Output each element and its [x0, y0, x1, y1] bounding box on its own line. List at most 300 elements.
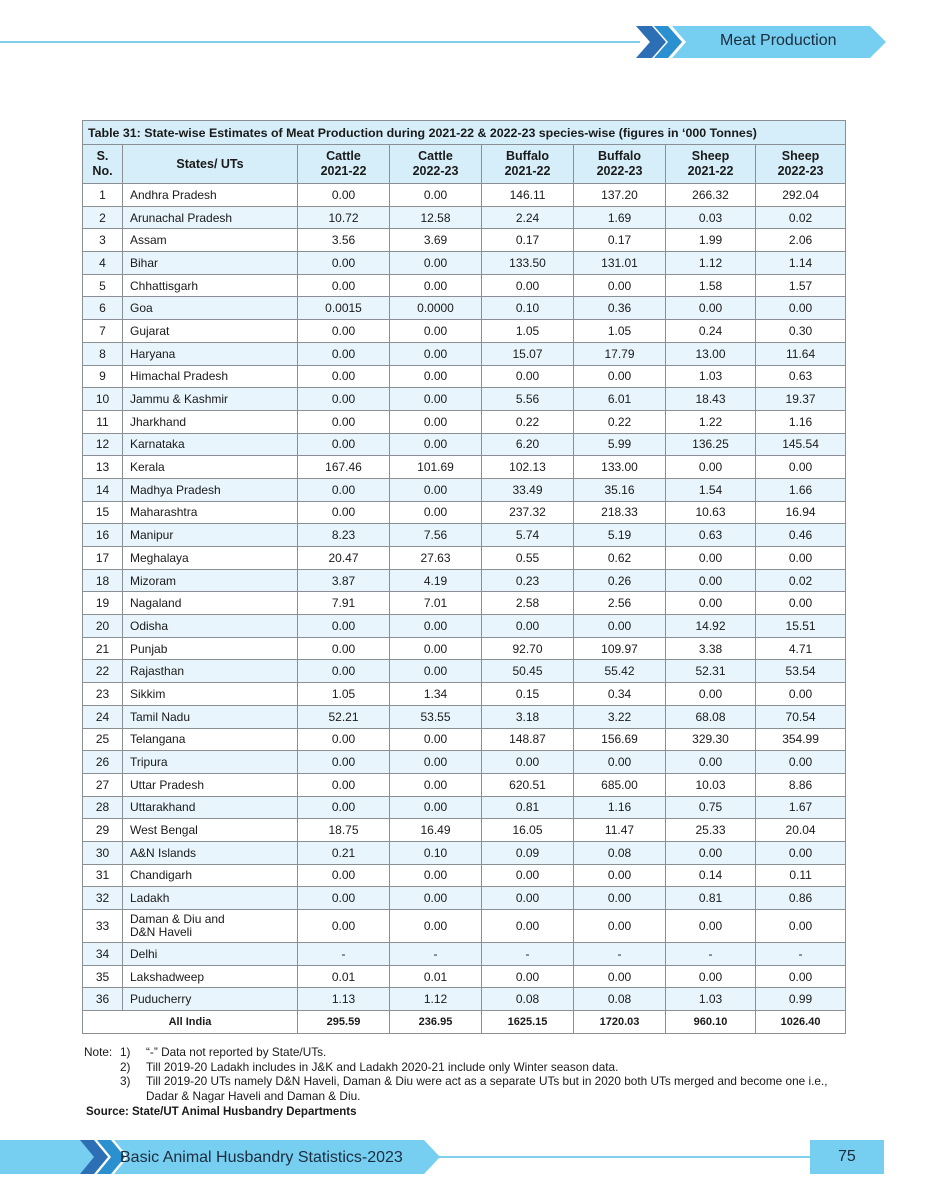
- value-cell: -: [482, 943, 574, 966]
- value-cell: 53.54: [756, 660, 846, 683]
- value-cell: 0.00: [298, 773, 390, 796]
- state-cell: Tamil Nadu: [123, 705, 298, 728]
- column-header: States/ UTs: [123, 145, 298, 184]
- value-cell: 10.63: [666, 501, 756, 524]
- value-cell: 102.13: [482, 456, 574, 479]
- value-cell: 6.20: [482, 433, 574, 456]
- serial-cell: 11: [83, 410, 123, 433]
- value-cell: 16.94: [756, 501, 846, 524]
- value-cell: 0.00: [756, 683, 846, 706]
- notes: [84, 1045, 836, 1103]
- value-cell: 20.47: [298, 547, 390, 570]
- note-number: 1): [120, 1045, 131, 1059]
- value-cell: 0.00: [666, 751, 756, 774]
- total-value-cell: 1720.03: [574, 1011, 666, 1034]
- total-value-cell: 236.95: [390, 1011, 482, 1034]
- table-row: [83, 864, 846, 887]
- serial-cell: 24: [83, 705, 123, 728]
- value-cell: 0.00: [298, 887, 390, 910]
- table-row: [83, 943, 846, 966]
- value-cell: 16.49: [390, 819, 482, 842]
- serial-cell: 30: [83, 841, 123, 864]
- value-cell: 33.49: [482, 478, 574, 501]
- serial-cell: 21: [83, 637, 123, 660]
- serial-cell: 4: [83, 252, 123, 275]
- table-row: [83, 433, 846, 456]
- value-cell: 14.92: [666, 615, 756, 638]
- value-cell: 5.19: [574, 524, 666, 547]
- table-caption: Table 31: State-wise Estimates of Meat Production during 2021-22 & 2022-23 species-wise (figures in ‘000 Tonnes): [83, 121, 846, 145]
- value-cell: 1.22: [666, 410, 756, 433]
- state-cell: Odisha: [123, 615, 298, 638]
- value-cell: 0.00: [666, 965, 756, 988]
- value-cell: 0.0015: [298, 297, 390, 320]
- value-cell: 167.46: [298, 456, 390, 479]
- state-cell: Jammu & Kashmir: [123, 388, 298, 411]
- value-cell: 0.00: [298, 320, 390, 343]
- state-cell: Ladakh: [123, 887, 298, 910]
- state-cell: Maharashtra: [123, 501, 298, 524]
- serial-cell: 1: [83, 184, 123, 207]
- value-cell: 0.36: [574, 297, 666, 320]
- serial-cell: 2: [83, 206, 123, 229]
- serial-cell: 33: [83, 910, 123, 943]
- table-row: [83, 365, 846, 388]
- value-cell: 0.10: [390, 841, 482, 864]
- value-cell: 7.01: [390, 592, 482, 615]
- value-cell: 16.05: [482, 819, 574, 842]
- value-cell: 218.33: [574, 501, 666, 524]
- value-cell: 10.03: [666, 773, 756, 796]
- table-row: [83, 637, 846, 660]
- value-cell: 0.30: [756, 320, 846, 343]
- total-value-cell: 1026.40: [756, 1011, 846, 1034]
- value-cell: 5.56: [482, 388, 574, 411]
- footer-title: Basic Animal Husbandry Statistics-2023: [120, 1149, 403, 1166]
- value-cell: 0.01: [298, 965, 390, 988]
- value-cell: 18.75: [298, 819, 390, 842]
- table-row: [83, 569, 846, 592]
- serial-cell: 23: [83, 683, 123, 706]
- value-cell: 1.03: [666, 365, 756, 388]
- value-cell: 3.56: [298, 229, 390, 252]
- value-cell: 50.45: [482, 660, 574, 683]
- table-body: [83, 184, 846, 1034]
- state-cell: Haryana: [123, 342, 298, 365]
- value-cell: 0.00: [298, 478, 390, 501]
- table-row: [83, 841, 846, 864]
- meat-production-table: [82, 120, 845, 1034]
- value-cell: 0.00: [756, 456, 846, 479]
- value-cell: 0.00: [666, 910, 756, 943]
- value-cell: 0.00: [574, 751, 666, 774]
- value-cell: 0.00: [390, 773, 482, 796]
- value-cell: 133.00: [574, 456, 666, 479]
- total-value-cell: 1625.15: [482, 1011, 574, 1034]
- table-row: [83, 751, 846, 774]
- column-header: Sheep 2022-23: [756, 145, 846, 184]
- state-cell: Bihar: [123, 252, 298, 275]
- column-header: Sheep 2021-22: [666, 145, 756, 184]
- table-row: [83, 773, 846, 796]
- value-cell: 0.00: [390, 320, 482, 343]
- value-cell: 0.00: [574, 615, 666, 638]
- value-cell: 1.66: [756, 478, 846, 501]
- state-cell: Chandigarh: [123, 864, 298, 887]
- value-cell: 1.05: [482, 320, 574, 343]
- state-cell: Puducherry: [123, 988, 298, 1011]
- serial-cell: 31: [83, 864, 123, 887]
- value-cell: 0.22: [482, 410, 574, 433]
- table-row: [83, 887, 846, 910]
- serial-cell: 3: [83, 229, 123, 252]
- table-row: [83, 388, 846, 411]
- value-cell: 0.00: [298, 433, 390, 456]
- value-cell: 1.99: [666, 229, 756, 252]
- value-cell: 0.08: [574, 841, 666, 864]
- value-cell: 0.26: [574, 569, 666, 592]
- value-cell: 0.08: [482, 988, 574, 1011]
- value-cell: -: [666, 943, 756, 966]
- value-cell: 11.64: [756, 342, 846, 365]
- value-cell: 0.00: [298, 864, 390, 887]
- value-cell: 1.12: [390, 988, 482, 1011]
- value-cell: 0.02: [756, 206, 846, 229]
- value-cell: 55.42: [574, 660, 666, 683]
- value-cell: 0.00: [482, 965, 574, 988]
- table-row: [83, 547, 846, 570]
- table-row: [83, 683, 846, 706]
- value-cell: 0.00: [390, 365, 482, 388]
- value-cell: 354.99: [756, 728, 846, 751]
- state-cell: Goa: [123, 297, 298, 320]
- state-cell: Daman & Diu and D&N Haveli: [123, 910, 298, 943]
- table-row: [83, 342, 846, 365]
- note-text: “-” Data not reported by State/UTs.: [146, 1045, 327, 1059]
- value-cell: 0.81: [482, 796, 574, 819]
- serial-cell: 18: [83, 569, 123, 592]
- table-row: [83, 297, 846, 320]
- value-cell: 0.00: [390, 751, 482, 774]
- value-cell: 0.00: [390, 637, 482, 660]
- value-cell: 620.51: [482, 773, 574, 796]
- value-cell: 0.00: [298, 660, 390, 683]
- value-cell: 0.00: [390, 410, 482, 433]
- value-cell: 1.34: [390, 683, 482, 706]
- value-cell: 266.32: [666, 184, 756, 207]
- value-cell: 0.63: [756, 365, 846, 388]
- value-cell: 0.00: [390, 728, 482, 751]
- serial-cell: 8: [83, 342, 123, 365]
- value-cell: 0.00: [574, 965, 666, 988]
- value-cell: 0.00: [390, 501, 482, 524]
- value-cell: 0.09: [482, 841, 574, 864]
- state-cell: Manipur: [123, 524, 298, 547]
- value-cell: 3.22: [574, 705, 666, 728]
- serial-cell: 10: [83, 388, 123, 411]
- state-cell: Andhra Pradesh: [123, 184, 298, 207]
- value-cell: 0.23: [482, 569, 574, 592]
- state-cell: Gujarat: [123, 320, 298, 343]
- value-cell: 7.56: [390, 524, 482, 547]
- value-cell: 0.00: [666, 456, 756, 479]
- value-cell: 0.62: [574, 547, 666, 570]
- serial-cell: 22: [83, 660, 123, 683]
- total-value-cell: 960.10: [666, 1011, 756, 1034]
- state-cell: Meghalaya: [123, 547, 298, 570]
- value-cell: 8.23: [298, 524, 390, 547]
- value-cell: 3.87: [298, 569, 390, 592]
- value-cell: 0.00: [756, 297, 846, 320]
- note-label: Note:: [84, 1045, 113, 1059]
- state-cell: Arunachal Pradesh: [123, 206, 298, 229]
- value-cell: 0.17: [482, 229, 574, 252]
- column-header: S. No.: [83, 145, 123, 184]
- value-cell: 27.63: [390, 547, 482, 570]
- table-row: [83, 229, 846, 252]
- value-cell: 0.00: [390, 887, 482, 910]
- value-cell: 15.07: [482, 342, 574, 365]
- value-cell: 0.00: [666, 592, 756, 615]
- state-cell: Himachal Pradesh: [123, 365, 298, 388]
- table-row: [83, 206, 846, 229]
- value-cell: 0.00: [390, 342, 482, 365]
- serial-cell: 35: [83, 965, 123, 988]
- table-row: [83, 796, 846, 819]
- value-cell: 4.19: [390, 569, 482, 592]
- table-row: [83, 410, 846, 433]
- header-title: Meat Production: [720, 32, 837, 49]
- value-cell: 0.00: [482, 751, 574, 774]
- value-cell: 0.00: [482, 910, 574, 943]
- value-cell: 1.54: [666, 478, 756, 501]
- value-cell: 0.00: [390, 388, 482, 411]
- value-cell: 0.00: [390, 184, 482, 207]
- value-cell: 0.00: [574, 365, 666, 388]
- state-cell: Delhi: [123, 943, 298, 966]
- serial-cell: 25: [83, 728, 123, 751]
- value-cell: 1.69: [574, 206, 666, 229]
- value-cell: 0.00: [574, 274, 666, 297]
- value-cell: 1.13: [298, 988, 390, 1011]
- value-cell: 0.10: [482, 297, 574, 320]
- value-cell: 0.00: [666, 683, 756, 706]
- page-number: 75: [838, 1148, 856, 1165]
- value-cell: 0.00: [666, 569, 756, 592]
- table-row: [83, 456, 846, 479]
- value-cell: 0.00: [756, 841, 846, 864]
- value-cell: 1.58: [666, 274, 756, 297]
- serial-cell: 5: [83, 274, 123, 297]
- value-cell: 3.69: [390, 229, 482, 252]
- value-cell: 0.55: [482, 547, 574, 570]
- value-cell: 5.99: [574, 433, 666, 456]
- value-cell: 35.16: [574, 478, 666, 501]
- table-row: [83, 988, 846, 1011]
- value-cell: 0.00: [298, 410, 390, 433]
- value-cell: 0.08: [574, 988, 666, 1011]
- serial-cell: 15: [83, 501, 123, 524]
- value-cell: 0.00: [482, 274, 574, 297]
- table-header-row: [83, 145, 846, 184]
- value-cell: 13.00: [666, 342, 756, 365]
- note-text: Till 2019-20 UTs namely D&N Haveli, Daman & Diu were act as a separate UTs but in 2020 both UTs merged and become one i.e., Dadar & Nagar Haveli and Daman & Diu.: [146, 1074, 828, 1103]
- value-cell: 0.00: [298, 274, 390, 297]
- table-row: [83, 184, 846, 207]
- value-cell: 1.05: [298, 683, 390, 706]
- value-cell: 1.12: [666, 252, 756, 275]
- serial-cell: 29: [83, 819, 123, 842]
- value-cell: 0.00: [298, 728, 390, 751]
- value-cell: 0.00: [666, 841, 756, 864]
- value-cell: 2.58: [482, 592, 574, 615]
- value-cell: 0.01: [390, 965, 482, 988]
- value-cell: 0.17: [574, 229, 666, 252]
- value-cell: 10.72: [298, 206, 390, 229]
- serial-cell: 27: [83, 773, 123, 796]
- table-row: [83, 478, 846, 501]
- value-cell: 0.15: [482, 683, 574, 706]
- table-row: [83, 592, 846, 615]
- serial-cell: 14: [83, 478, 123, 501]
- value-cell: 70.54: [756, 705, 846, 728]
- value-cell: 0.00: [390, 252, 482, 275]
- value-cell: 3.18: [482, 705, 574, 728]
- value-cell: 7.91: [298, 592, 390, 615]
- value-cell: 0.00: [482, 615, 574, 638]
- value-cell: 1.14: [756, 252, 846, 275]
- value-cell: 0.34: [574, 683, 666, 706]
- value-cell: 4.71: [756, 637, 846, 660]
- value-cell: 92.70: [482, 637, 574, 660]
- value-cell: 0.00: [574, 887, 666, 910]
- state-cell: Madhya Pradesh: [123, 478, 298, 501]
- value-cell: 0.14: [666, 864, 756, 887]
- state-cell: Tripura: [123, 751, 298, 774]
- value-cell: 0.81: [666, 887, 756, 910]
- value-cell: 0.22: [574, 410, 666, 433]
- value-cell: -: [574, 943, 666, 966]
- serial-cell: 19: [83, 592, 123, 615]
- table-row: [83, 705, 846, 728]
- value-cell: 25.33: [666, 819, 756, 842]
- value-cell: 0.02: [756, 569, 846, 592]
- value-cell: -: [390, 943, 482, 966]
- table-row: [83, 910, 846, 943]
- value-cell: 0.00: [390, 433, 482, 456]
- value-cell: 0.00: [390, 864, 482, 887]
- serial-cell: 28: [83, 796, 123, 819]
- value-cell: 0.75: [666, 796, 756, 819]
- column-header: Buffalo 2022-23: [574, 145, 666, 184]
- value-cell: 0.00: [390, 274, 482, 297]
- value-cell: 0.00: [756, 751, 846, 774]
- state-cell: Assam: [123, 229, 298, 252]
- state-cell: Nagaland: [123, 592, 298, 615]
- column-header: Cattle 2021-22: [298, 145, 390, 184]
- value-cell: 0.00: [390, 615, 482, 638]
- note-number: 3): [120, 1074, 131, 1088]
- value-cell: 2.24: [482, 206, 574, 229]
- value-cell: 6.01: [574, 388, 666, 411]
- value-cell: 148.87: [482, 728, 574, 751]
- value-cell: 292.04: [756, 184, 846, 207]
- state-cell: Sikkim: [123, 683, 298, 706]
- value-cell: 0.00: [298, 252, 390, 275]
- value-cell: 15.51: [756, 615, 846, 638]
- serial-cell: 17: [83, 547, 123, 570]
- value-cell: 131.01: [574, 252, 666, 275]
- value-cell: 0.00: [298, 365, 390, 388]
- value-cell: 0.86: [756, 887, 846, 910]
- value-cell: 136.25: [666, 433, 756, 456]
- value-cell: 0.00: [756, 910, 846, 943]
- value-cell: 3.38: [666, 637, 756, 660]
- note-number: 2): [120, 1059, 131, 1074]
- value-cell: 18.43: [666, 388, 756, 411]
- serial-cell: 34: [83, 943, 123, 966]
- serial-cell: 12: [83, 433, 123, 456]
- serial-cell: 9: [83, 365, 123, 388]
- value-cell: 2.06: [756, 229, 846, 252]
- footer-rule: [432, 1156, 810, 1158]
- table-row: [83, 660, 846, 683]
- header-rule: [0, 41, 640, 43]
- note-text: Till 2019-20 Ladakh includes in J&K and Ladakh 2020-21 include only Winter season data.: [146, 1059, 619, 1074]
- table-row: [83, 274, 846, 297]
- value-cell: 0.00: [390, 478, 482, 501]
- table-row: [83, 819, 846, 842]
- value-cell: 1.03: [666, 988, 756, 1011]
- value-cell: 19.37: [756, 388, 846, 411]
- value-cell: 0.63: [666, 524, 756, 547]
- table-row: [83, 728, 846, 751]
- value-cell: 0.00: [298, 184, 390, 207]
- value-cell: 0.46: [756, 524, 846, 547]
- value-cell: 1.67: [756, 796, 846, 819]
- value-cell: 0.00: [666, 547, 756, 570]
- value-cell: 0.24: [666, 320, 756, 343]
- value-cell: 17.79: [574, 342, 666, 365]
- state-cell: Rajasthan: [123, 660, 298, 683]
- table-row: [83, 320, 846, 343]
- value-cell: 0.11: [756, 864, 846, 887]
- value-cell: 1.05: [574, 320, 666, 343]
- value-cell: 68.08: [666, 705, 756, 728]
- value-cell: 145.54: [756, 433, 846, 456]
- value-cell: 0.00: [298, 910, 390, 943]
- value-cell: 156.69: [574, 728, 666, 751]
- table-row: [83, 615, 846, 638]
- serial-cell: 7: [83, 320, 123, 343]
- state-cell: Telangana: [123, 728, 298, 751]
- state-cell: Lakshadweep: [123, 965, 298, 988]
- value-cell: 0.00: [756, 965, 846, 988]
- value-cell: 0.00: [298, 751, 390, 774]
- value-cell: 0.00: [298, 615, 390, 638]
- column-header: Buffalo 2021-22: [482, 145, 574, 184]
- value-cell: 0.03: [666, 206, 756, 229]
- value-cell: 0.00: [298, 388, 390, 411]
- state-cell: Jharkhand: [123, 410, 298, 433]
- value-cell: 237.32: [482, 501, 574, 524]
- value-cell: 0.21: [298, 841, 390, 864]
- value-cell: 0.00: [298, 796, 390, 819]
- value-cell: 0.00: [482, 864, 574, 887]
- source-note: Source: State/UT Animal Husbandry Departments: [86, 1106, 357, 1118]
- value-cell: 0.00: [482, 365, 574, 388]
- value-cell: 0.00: [756, 592, 846, 615]
